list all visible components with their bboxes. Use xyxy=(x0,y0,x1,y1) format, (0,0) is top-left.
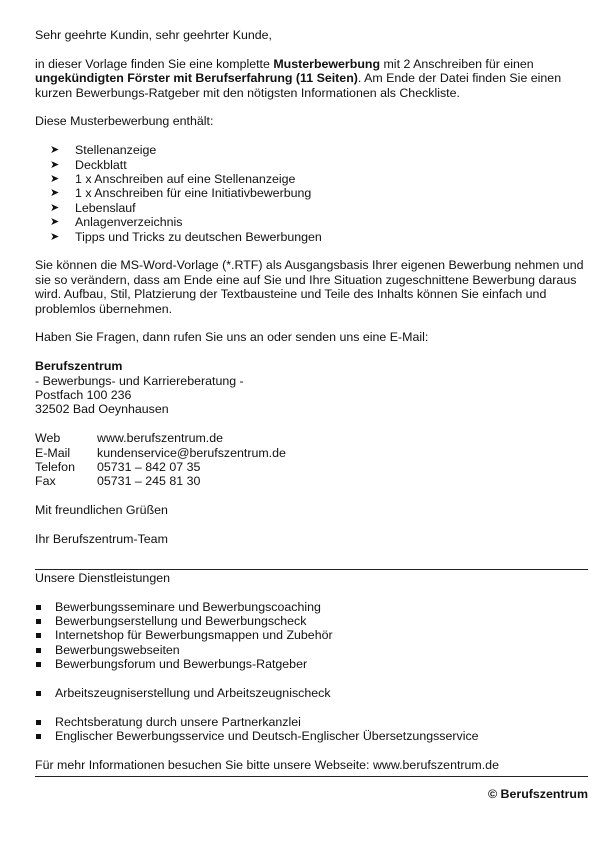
services-list-3 xyxy=(35,715,588,744)
arrow-bullet-icon: ➤ xyxy=(50,230,60,243)
square-bullet-icon xyxy=(36,734,41,739)
contact-row-email: E-Mail kundenservice@berufszentrum.de xyxy=(35,445,286,460)
document-page xyxy=(35,28,588,801)
contents-list xyxy=(35,143,588,244)
contact-row-web: Web www.berufszentrum.de xyxy=(35,431,224,446)
contents-heading: Diese Musterbewerbung enthält: xyxy=(35,114,214,129)
address-block xyxy=(35,359,588,417)
square-bullet-icon xyxy=(36,648,41,653)
list-item: ➤ 1 x Anschreiben für eine Initiativbewerbung xyxy=(50,186,312,201)
more-info: Für mehr Informationen besuchen Sie bitte unsere Webseite: www.berufszentrum.de xyxy=(35,758,499,773)
address-city: 32502 Bad Oeynhausen xyxy=(35,402,169,417)
arrow-bullet-icon: ➤ xyxy=(50,187,60,200)
copyright: © Berufszentrum xyxy=(487,786,588,801)
arrow-bullet-icon: ➤ xyxy=(50,158,60,171)
list-item: Rechtsberatung durch unsere Partnerkanzlei xyxy=(35,715,588,729)
list-item: ➤ Stellenanzeige xyxy=(50,143,157,158)
contact-row-phone: Telefon 05731 – 842 07 35 xyxy=(35,460,201,475)
intro-bold-1: Musterbewerbung xyxy=(273,56,381,71)
arrow-bullet-icon: ➤ xyxy=(50,173,60,186)
company-tagline: - Bewerbungs- und Karriereberatung - xyxy=(35,373,244,388)
contact-block xyxy=(35,431,588,489)
arrow-bullet-icon: ➤ xyxy=(50,144,60,157)
services-list-2 xyxy=(35,686,588,700)
list-item: ➤ Tipps und Tricks zu deutschen Bewerbungen xyxy=(50,229,322,244)
contact-row-fax: Fax 05731 – 245 81 30 xyxy=(35,474,201,489)
square-bullet-icon xyxy=(36,619,41,624)
list-item: ➤ 1 x Anschreiben auf eine Stellenanzeige xyxy=(50,172,296,187)
closing: Mit freundlichen Grüßen xyxy=(35,503,168,518)
company-name: Berufszentrum xyxy=(35,359,123,374)
intro-bold-2: ungekündigten Förster mit Berufserfahrung (11 Seiten) xyxy=(35,71,358,86)
list-item: Bewerbungserstellung und Bewerbungscheck xyxy=(35,614,588,628)
list-item: ➤ Anlagenverzeichnis xyxy=(50,215,183,230)
square-bullet-icon xyxy=(36,662,41,667)
greeting: Sehr geehrte Kundin, sehr geehrter Kunde, xyxy=(35,28,272,42)
questions-paragraph: Haben Sie Fragen, dann rufen Sie uns an oder senden uns eine E-Mail: xyxy=(35,330,429,345)
intro-text-1: in dieser Vorlage finden Sie eine komplette xyxy=(35,56,274,71)
list-item: ➤ Lebenslauf xyxy=(50,200,136,215)
square-bullet-icon xyxy=(36,633,41,638)
email-link[interactable]: kundenservice@berufszentrum.de xyxy=(97,445,286,460)
services-heading: Unsere Dienstleistungen xyxy=(35,570,170,585)
intro-text-3: . Am Ende der Datei finden Sie einen kurzen Bewerbungs-Ratgeber mit den nötigsten Informationen als Checkliste. xyxy=(35,71,562,100)
signature: Ihr Berufszentrum-Team xyxy=(35,532,168,547)
list-item: Arbeitszeugniserstellung und Arbeitszeugnischeck xyxy=(35,686,588,700)
address-street: Postfach 100 236 xyxy=(35,388,132,403)
square-bullet-icon xyxy=(36,691,41,696)
arrow-bullet-icon: ➤ xyxy=(50,201,60,214)
list-item: Internetshop für Bewerbungsmappen und Zubehör xyxy=(35,628,588,642)
list-item: ➤ Deckblatt xyxy=(50,157,127,172)
list-item: Bewerbungswebseiten xyxy=(35,643,588,657)
square-bullet-icon xyxy=(36,720,41,725)
intro-text-2: mit 2 Anschreiben für einen xyxy=(380,56,534,71)
arrow-bullet-icon: ➤ xyxy=(50,216,60,229)
divider xyxy=(35,569,588,570)
list-item: Bewerbungsforum und Bewerbungs-Ratgeber xyxy=(35,657,588,671)
list-item: Englischer Bewerbungsservice und Deutsch-Englischer Übersetzungsservice xyxy=(35,729,588,743)
intro-paragraph xyxy=(35,57,588,100)
web-link[interactable]: www.berufszentrum.de xyxy=(97,431,224,446)
usage-paragraph: Sie können die MS-Word-Vorlage (*.RTF) als Ausgangsbasis Ihrer eigenen Bewerbung nehmen und sie so verändern, dass am Ende eine auf Sie und Ihre Situation zugeschnittene Bewerbung daraus wird. Aufbau, Stil, Platzierung der Textbausteine und Teile des Inhalts können Sie einfach und problemlos übernehmen. xyxy=(35,258,584,316)
services-list-1 xyxy=(35,600,588,672)
list-item: Bewerbungsseminare und Bewerbungscoaching xyxy=(35,600,588,614)
square-bullet-icon xyxy=(36,605,41,610)
